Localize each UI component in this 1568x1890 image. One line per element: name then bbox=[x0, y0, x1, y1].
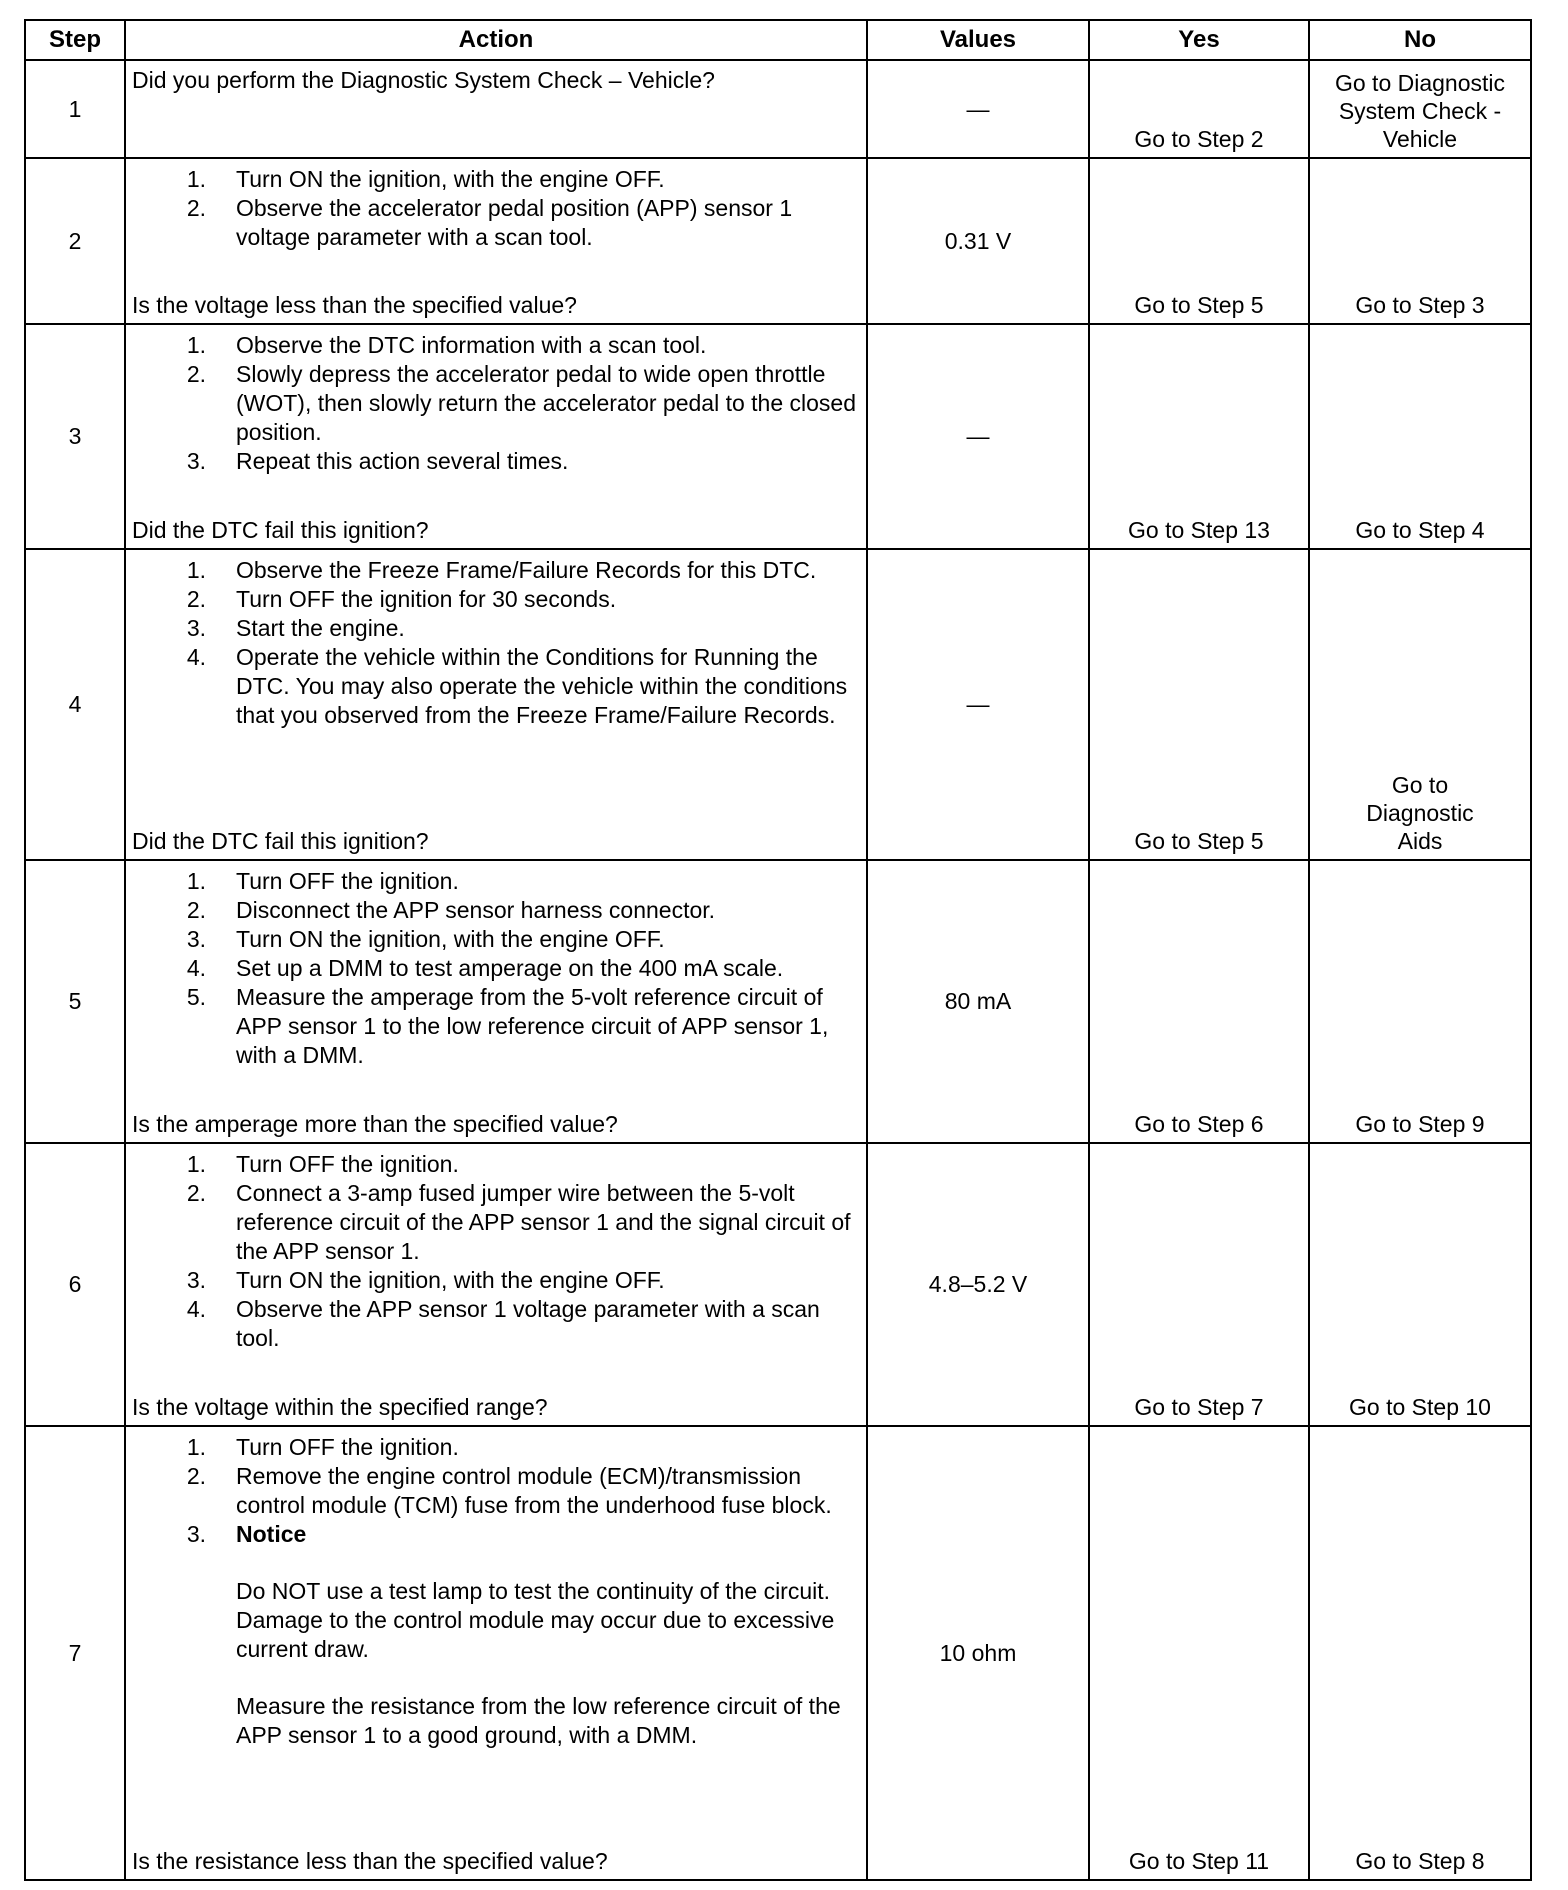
action-cell bbox=[125, 60, 867, 158]
action-question: Did the DTC fail this ignition? bbox=[132, 517, 429, 543]
item-text: Observe the Freeze Frame/Failure Records for this DTC. bbox=[236, 557, 817, 583]
header-yes: Yes bbox=[1089, 20, 1309, 60]
item-number: 5. bbox=[186, 984, 206, 1010]
yes-cell: Go to Step 2 bbox=[1089, 60, 1309, 158]
yes-cell: Go to Step 7 bbox=[1089, 1143, 1309, 1426]
list-item bbox=[132, 1150, 858, 1179]
table-row bbox=[25, 1143, 1531, 1426]
item-number: 1. bbox=[186, 868, 206, 894]
list-item bbox=[132, 867, 858, 896]
value-cell: — bbox=[867, 60, 1089, 158]
step-number: 4 bbox=[25, 549, 125, 860]
table-row bbox=[25, 60, 1531, 158]
notice-title: Notice bbox=[236, 1521, 307, 1547]
action-cell bbox=[125, 324, 867, 549]
action-question: Is the amperage more than the specified value? bbox=[132, 1111, 618, 1137]
item-number: 3. bbox=[186, 615, 206, 641]
item-number: 2. bbox=[186, 361, 206, 387]
action-question: Is the voltage less than the specified value? bbox=[132, 292, 577, 318]
action-cell bbox=[125, 1143, 867, 1426]
item-text: Operate the vehicle within the Conditions for Running the DTC. You may also operate the vehicle within the conditions that you observed from the Freeze Frame/Failure Records. bbox=[236, 644, 848, 728]
item-text: Turn ON the ignition, with the engine OFF. bbox=[236, 166, 665, 192]
yes-cell: Go to Step 11 bbox=[1089, 1426, 1309, 1880]
item-number: 2. bbox=[186, 897, 206, 923]
yes-cell: Go to Step 5 bbox=[1089, 549, 1309, 860]
item-text: Disconnect the APP sensor harness connector. bbox=[236, 897, 716, 923]
no-cell: Go to Step 4 bbox=[1309, 324, 1531, 549]
no-cell: Go to Step 10 bbox=[1309, 1143, 1531, 1426]
step-number: 5 bbox=[25, 860, 125, 1143]
list-item bbox=[132, 194, 858, 252]
table-row bbox=[25, 860, 1531, 1143]
item-number: 3. bbox=[186, 448, 206, 474]
notice-text: Do NOT use a test lamp to test the continuity of the circuit. Damage to the control module may occur due to excessive current draw. bbox=[236, 1578, 835, 1662]
action-question: Is the voltage within the specified range? bbox=[132, 1394, 548, 1420]
action-question: Did you perform the Diagnostic System Check – Vehicle? bbox=[132, 67, 715, 93]
value-cell: 4.8–5.2 V bbox=[867, 1143, 1089, 1426]
item-text: Connect a 3-amp fused jumper wire between the 5-volt reference circuit of the APP sensor 1 and the signal circuit of the APP sensor 1. bbox=[236, 1180, 851, 1264]
list-item bbox=[132, 447, 858, 476]
step-number: 1 bbox=[25, 60, 125, 158]
no-cell bbox=[1309, 549, 1531, 860]
header-row bbox=[25, 20, 1531, 60]
item-number: 1. bbox=[186, 1434, 206, 1460]
item-text: Turn OFF the ignition. bbox=[236, 1434, 459, 1460]
item-text: Turn ON the ignition, with the engine OFF. bbox=[236, 926, 665, 952]
item-text: Measure the amperage from the 5-volt reference circuit of APP sensor 1 to the low reference circuit of APP sensor 1, with a DMM. bbox=[236, 984, 829, 1068]
action-cell bbox=[125, 860, 867, 1143]
list-item bbox=[132, 1295, 858, 1353]
item-text: Remove the engine control module (ECM)/transmission control module (TCM) fuse from the underhood fuse block. bbox=[236, 1463, 832, 1518]
header-action: Action bbox=[125, 20, 867, 60]
value-cell: 80 mA bbox=[867, 860, 1089, 1143]
item-text: Observe the DTC information with a scan tool. bbox=[236, 332, 707, 358]
item-text: Observe the APP sensor 1 voltage parameter with a scan tool. bbox=[236, 1296, 820, 1351]
list-item bbox=[132, 983, 858, 1070]
step-number: 3 bbox=[25, 324, 125, 549]
no-cell bbox=[1309, 60, 1531, 158]
item-text: Start the engine. bbox=[236, 615, 405, 641]
list-item bbox=[132, 1462, 858, 1520]
item-text: Slowly depress the accelerator pedal to wide open throttle (WOT), then slowly return the accelerator pedal to the closed position. bbox=[236, 361, 857, 445]
item-text: Turn OFF the ignition. bbox=[236, 1151, 459, 1177]
item-number: 3. bbox=[186, 1521, 206, 1547]
action-cell bbox=[125, 1426, 867, 1880]
list-item bbox=[132, 614, 858, 643]
item-number: 1. bbox=[186, 166, 206, 192]
item-number: 3. bbox=[186, 1267, 206, 1293]
item-number: 2. bbox=[186, 586, 206, 612]
step-number: 2 bbox=[25, 158, 125, 324]
table-row bbox=[25, 549, 1531, 860]
item-number: 1. bbox=[186, 332, 206, 358]
value-cell: 10 ohm bbox=[867, 1426, 1089, 1880]
item-number: 1. bbox=[186, 557, 206, 583]
item-number: 4. bbox=[186, 1296, 206, 1322]
action-question: Did the DTC fail this ignition? bbox=[132, 828, 429, 854]
notice-block bbox=[236, 1520, 858, 1750]
item-number: 2. bbox=[186, 1180, 206, 1206]
list-item bbox=[132, 954, 858, 983]
list-item bbox=[132, 165, 858, 194]
table-row bbox=[25, 1426, 1531, 1880]
value-cell: — bbox=[867, 549, 1089, 860]
table-row bbox=[25, 324, 1531, 549]
value-cell: — bbox=[867, 324, 1089, 549]
item-text: Set up a DMM to test amperage on the 400 mA scale. bbox=[236, 955, 784, 981]
header-no: No bbox=[1309, 20, 1531, 60]
item-text: Turn OFF the ignition for 30 seconds. bbox=[236, 586, 617, 612]
action-question: Is the resistance less than the specified value? bbox=[132, 1848, 608, 1874]
yes-cell: Go to Step 6 bbox=[1089, 860, 1309, 1143]
no-cell: Go to Step 3 bbox=[1309, 158, 1531, 324]
list-item bbox=[132, 556, 858, 585]
no-text: Go to Diagnostic Aids bbox=[1366, 772, 1474, 854]
list-item bbox=[132, 896, 858, 925]
item-number: 1. bbox=[186, 1151, 206, 1177]
no-cell: Go to Step 8 bbox=[1309, 1426, 1531, 1880]
item-text: Repeat this action several times. bbox=[236, 448, 569, 474]
list-item bbox=[132, 1433, 858, 1462]
notice-instruction: Measure the resistance from the low reference circuit of the APP sensor 1 to a good ground, with a DMM. bbox=[236, 1693, 841, 1748]
no-text: Go to Diagnostic System Check - Vehicle bbox=[1334, 70, 1506, 152]
list-item bbox=[132, 643, 858, 730]
list-item bbox=[132, 1266, 858, 1295]
header-step: Step bbox=[25, 20, 125, 60]
step-number: 7 bbox=[25, 1426, 125, 1880]
action-cell bbox=[125, 549, 867, 860]
diagnostic-table bbox=[24, 19, 1532, 1881]
item-number: 2. bbox=[186, 195, 206, 221]
list-item bbox=[132, 585, 858, 614]
step-number: 6 bbox=[25, 1143, 125, 1426]
no-cell: Go to Step 9 bbox=[1309, 860, 1531, 1143]
list-item bbox=[132, 360, 858, 447]
list-item bbox=[132, 331, 858, 360]
item-text: Turn ON the ignition, with the engine OFF. bbox=[236, 1267, 665, 1293]
list-item bbox=[132, 1520, 858, 1750]
yes-cell: Go to Step 13 bbox=[1089, 324, 1309, 549]
table-row bbox=[25, 158, 1531, 324]
item-number: 4. bbox=[186, 955, 206, 981]
value-cell: 0.31 V bbox=[867, 158, 1089, 324]
list-item bbox=[132, 925, 858, 954]
item-text: Observe the accelerator pedal position (APP) sensor 1 voltage parameter with a scan tool. bbox=[236, 195, 793, 250]
item-text: Turn OFF the ignition. bbox=[236, 868, 459, 894]
action-cell bbox=[125, 158, 867, 324]
list-item bbox=[132, 1179, 858, 1266]
item-number: 4. bbox=[186, 644, 206, 670]
yes-cell: Go to Step 5 bbox=[1089, 158, 1309, 324]
item-number: 2. bbox=[186, 1463, 206, 1489]
header-values: Values bbox=[867, 20, 1089, 60]
item-number: 3. bbox=[186, 926, 206, 952]
